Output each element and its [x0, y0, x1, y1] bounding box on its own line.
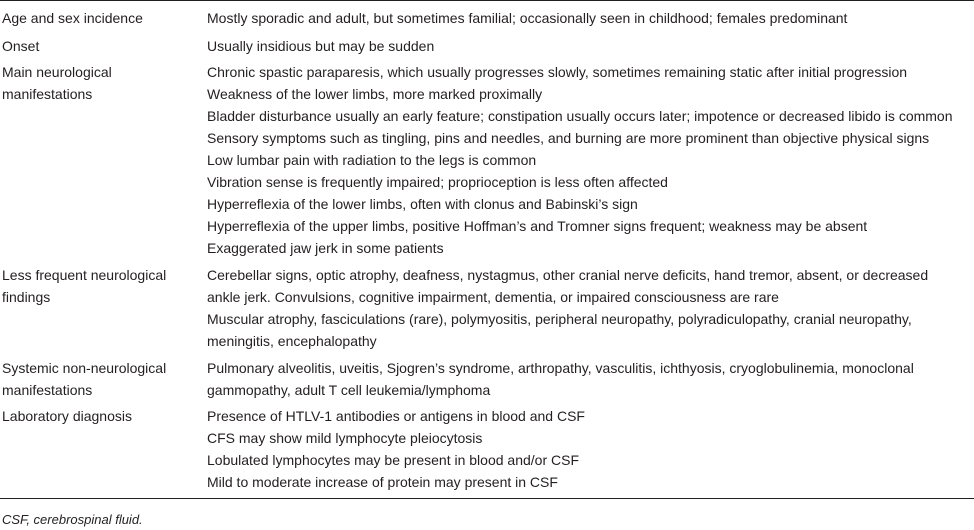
row-label-line: Less frequent neurological [2, 267, 167, 283]
row-content [207, 405, 974, 493]
row-content-line: Bladder disturbance usually an early feature; constipation usually occurs later; impotence or decreased libido is common [207, 108, 953, 124]
table-bottom-rule [0, 498, 974, 499]
row-content-line: Weakness of the lower limbs, more marked proximally [207, 86, 543, 102]
row-content-line: Chronic spastic paraparesis, which usually progresses slowly, sometimes remaining static after initial progression [207, 64, 908, 80]
row-label-line: Systemic non-neurological [2, 360, 167, 376]
row-content-line: meningitis, encephalopathy [207, 333, 377, 349]
table-footnote: CSF, cerebrospinal fluid. [2, 512, 143, 527]
row-content-line: CFS may show mild lymphocyte pleiocytosis [207, 430, 483, 446]
row-content-line: Exaggerated jaw jerk in some patients [207, 240, 444, 256]
row-content-line: Mild to moderate increase of protein may present in CSF [207, 474, 558, 490]
row-content-line: Muscular atrophy, fasciculations (rare), polymyositis, peripheral neuropathy, polyradiculopathy, cranial neuropathy, [207, 311, 912, 327]
row-label-line: Laboratory diagnosis [2, 408, 132, 424]
row-content-line: Presence of HTLV-1 antibodies or antigens in blood and CSF [207, 408, 585, 424]
row-content [207, 7, 974, 29]
row-label [2, 357, 192, 401]
row-content-line: Pulmonary alveolitis, uveitis, Sjogren’s syndrome, arthropathy, vasculitis, ichthyosis, cryoglobulinemia, monoclonal [207, 360, 914, 376]
row-label [2, 7, 192, 29]
row-content-line: ankle jerk. Convulsions, cognitive impairment, dementia, or impaired consciousness are rare [207, 289, 779, 305]
row-content [207, 35, 974, 57]
row-label [2, 35, 192, 57]
row-content [207, 357, 974, 401]
row-label-line: Main neurological [2, 64, 112, 80]
row-content-line: Sensory symptoms such as tingling, pins and needles, and burning are more prominent than objective physical signs [207, 130, 930, 146]
row-content-line: Lobulated lymphocytes may be present in blood and/or CSF [207, 452, 579, 468]
row-content-line: Vibration sense is frequently impaired; proprioception is less often affected [207, 174, 668, 190]
row-content-line: Usually insidious but may be sudden [207, 38, 435, 54]
row-content-line: gammopathy, adult T cell leukemia/lymphoma [207, 382, 491, 398]
row-content-line: Mostly sporadic and adult, but sometimes familial; occasionally seen in childhood; females predominant [207, 10, 848, 26]
row-label-line: findings [2, 289, 51, 305]
row-label [2, 264, 192, 308]
table-top-rule [0, 0, 974, 1]
row-label-line: manifestations [2, 86, 93, 102]
row-label-line: Onset [2, 38, 40, 54]
row-content [207, 61, 974, 259]
row-content-line: Cerebellar signs, optic atrophy, deafness, nystagmus, other cranial nerve deficits, hand tremor, absent, or decreased [207, 267, 929, 283]
row-label [2, 405, 192, 427]
row-label-line: manifestations [2, 382, 93, 398]
row-content-line: Hyperreflexia of the upper limbs, positive Hoffman’s and Tromner signs frequent; weakness may be absent [207, 218, 868, 234]
row-content [207, 264, 974, 352]
row-content-line: Low lumbar pain with radiation to the legs is common [207, 152, 537, 168]
row-label-line: Age and sex incidence [2, 10, 143, 26]
row-label [2, 61, 192, 105]
row-content-line: Hyperreflexia of the lower limbs, often with clonus and Babinski’s sign [207, 196, 638, 212]
